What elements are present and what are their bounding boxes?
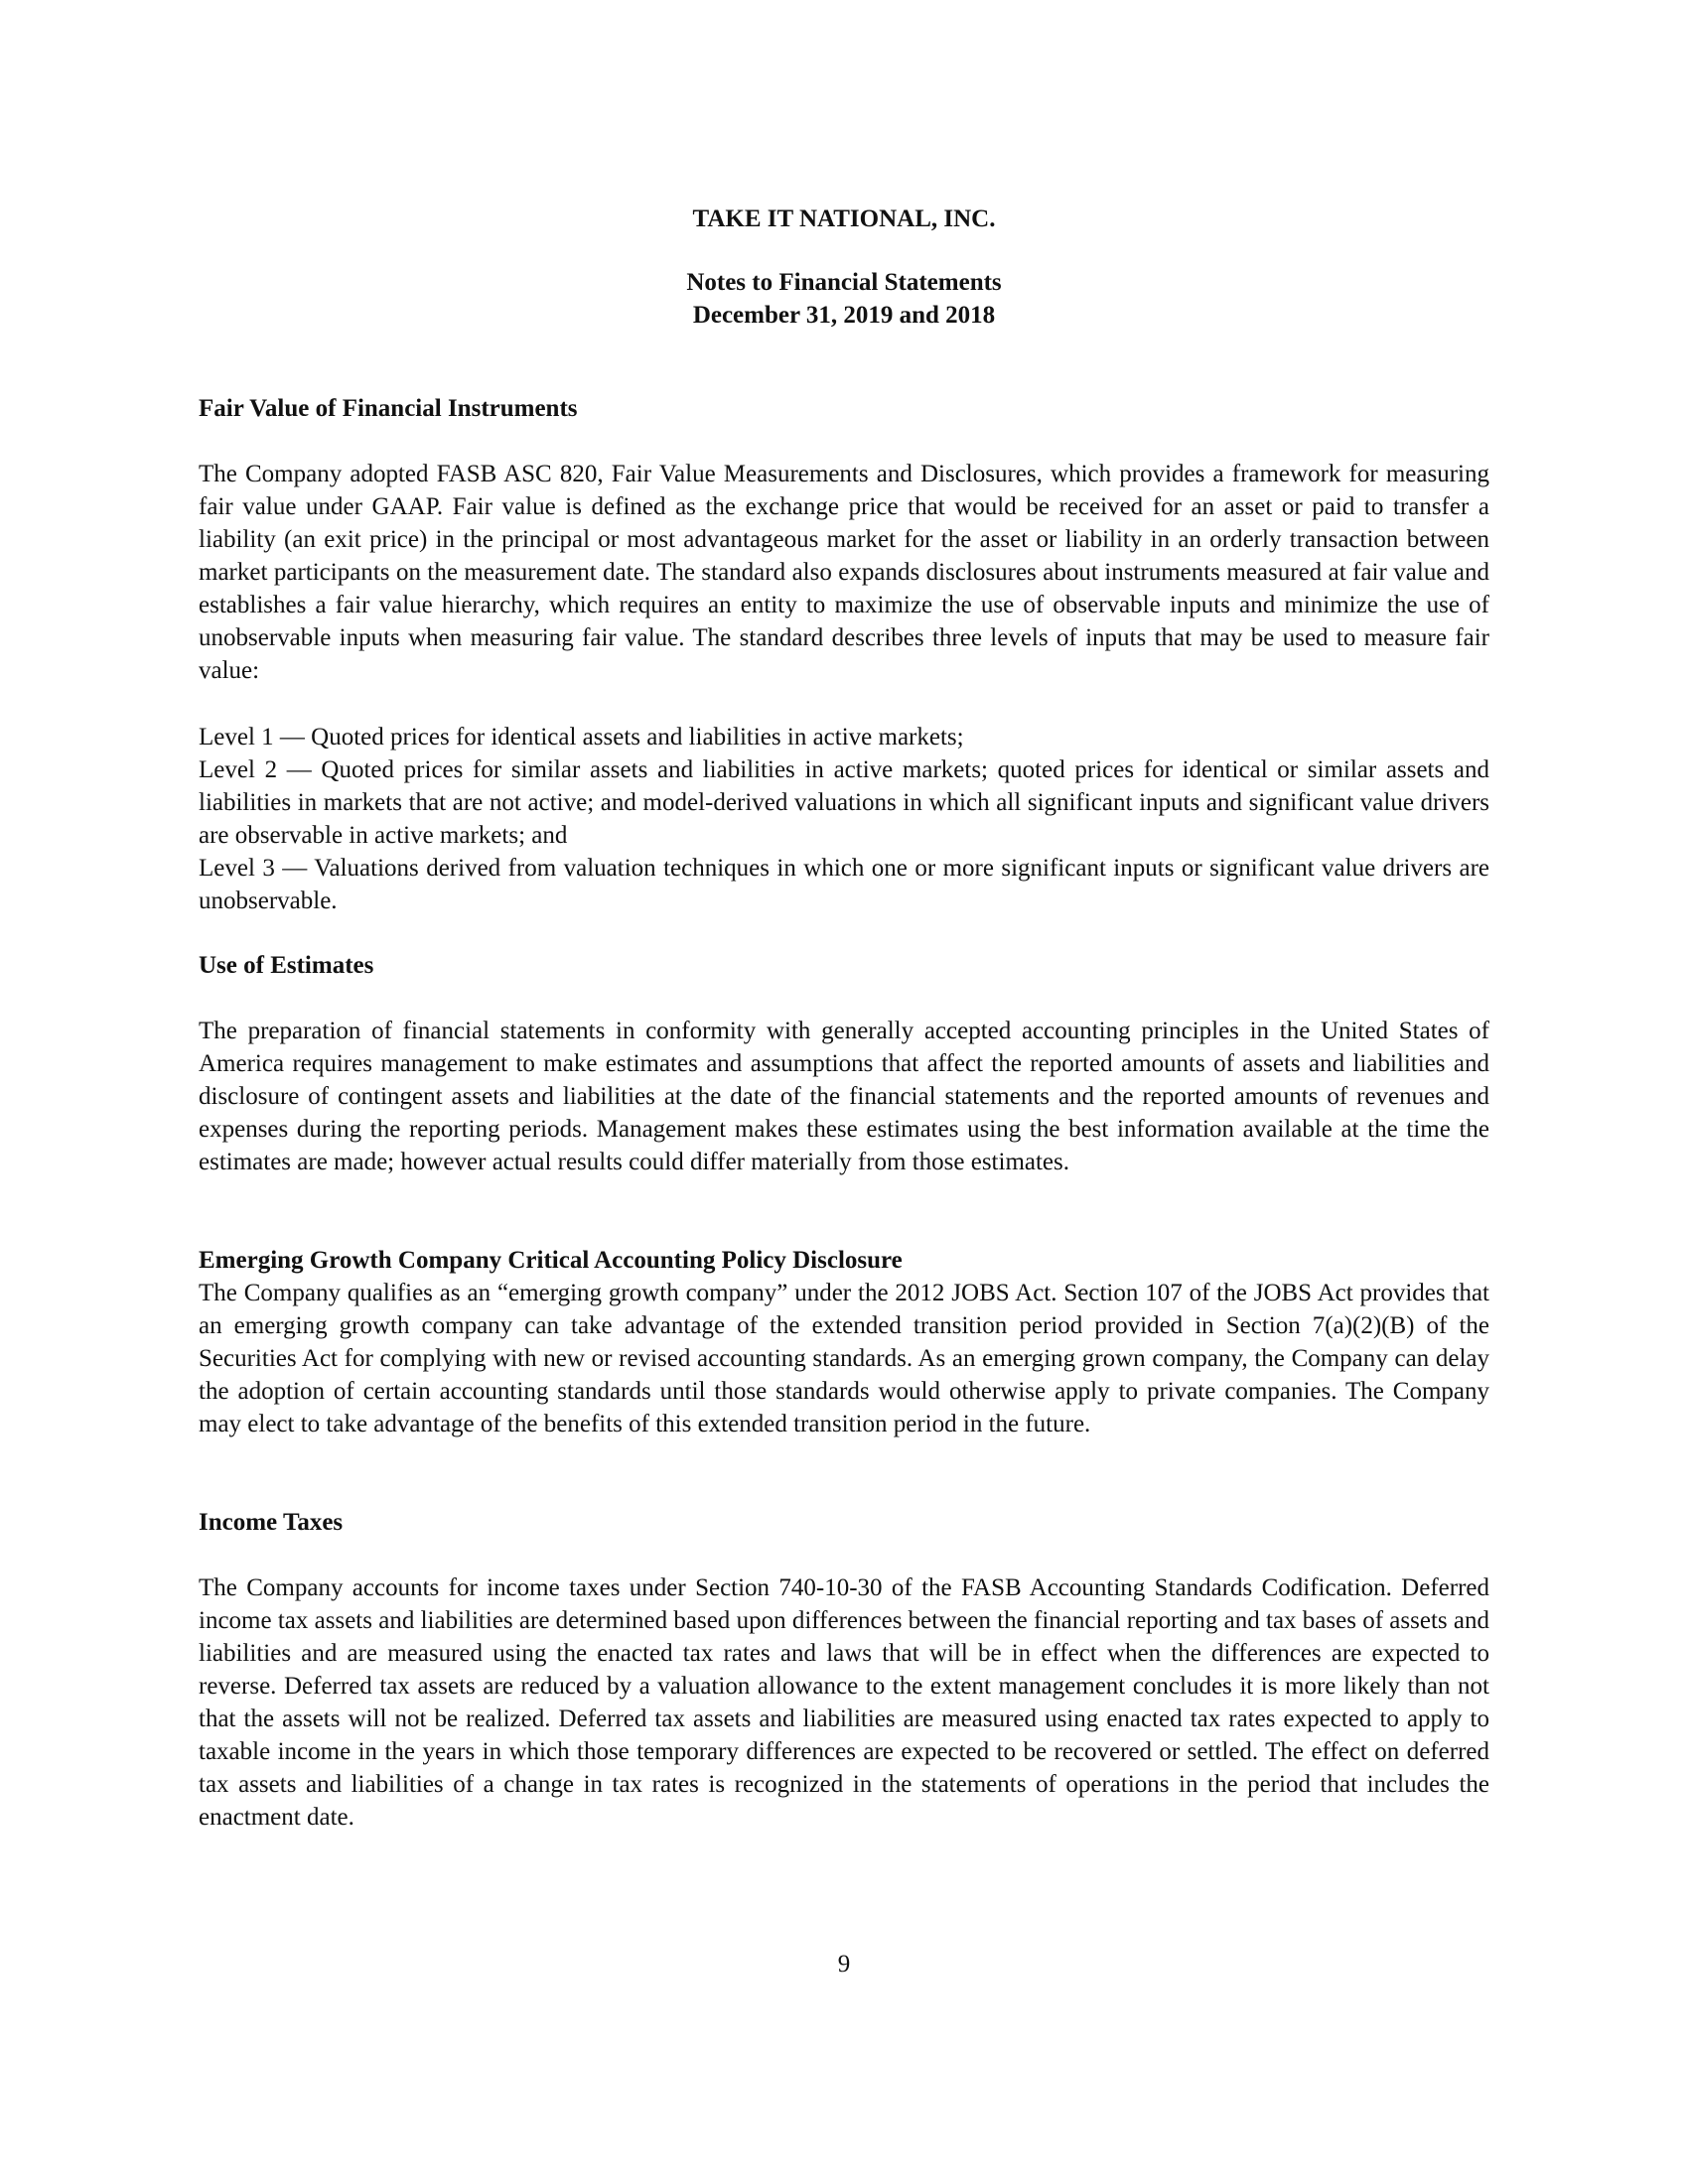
level-3-text: Level 3 — Valuations derived from valuation techniques in which one or more significant inputs or significant value drivers are unobservable.: [199, 855, 1489, 914]
estimates-heading: Use of Estimates: [199, 952, 374, 979]
statement-dates: December 31, 2019 and 2018: [692, 302, 996, 329]
income-taxes-body: The Company accounts for income taxes under Section 740-10-30 of the FASB Accounting Standards Codification. Deferred income tax assets and liabilities are determined based upon differences between the financial reporting and tax bases of assets and liabilities and are measured using the enacted tax rates and laws that will be in effect when the differences are expected to reverse. Deferred tax assets are reduced by a valuation allowance to the extent management concludes it is more likely than not that the assets will not be realized. Deferred tax assets and liabilities are measured using enacted tax rates expected to apply to taxable income in the years in which those temporary differences are expected to be recovered or settled. The effect on deferred tax assets and liabilities of a change in tax rates is recognized in the statements of operations in the period that includes the enactment date.: [199, 1574, 1489, 1831]
company-name: TAKE IT NATIONAL, INC.: [692, 205, 996, 232]
level-1-text: Level 1 — Quoted prices for identical assets and liabilities in active markets;: [199, 724, 964, 751]
page-number: 9: [837, 1951, 851, 1978]
statement-subtitle: Notes to Financial Statements: [686, 269, 1002, 296]
level-2-text: Level 2 — Quoted prices for similar assets and liabilities in active markets; quoted prices for identical or similar assets and liabilities in markets that are not active; and model-derived valuations in which all significant inputs and significant value drivers are observable in active markets; and: [199, 756, 1489, 849]
income-taxes-heading: Income Taxes: [199, 1509, 344, 1536]
fair-value-intro: The Company adopted FASB ASC 820, Fair Value Measurements and Disclosures, which provides a framework for measuring fair value under GAAP. Fair value is defined as the exchange price that would be received for an asset or paid to transfer a liability (an exit price) in the principal or most advantageous market for the asset or liability in an orderly transaction between market participants on the measurement date. The standard also expands disclosures about instruments measured at fair value and establishes a fair value hierarchy, which requires an entity to maximize the use of observable inputs and minimize the use of unobservable inputs when measuring fair value. The standard describes three levels of inputs that may be used to measure fair value:: [199, 461, 1489, 684]
emerging-growth-heading: Emerging Growth Company Critical Accounting Policy Disclosure: [199, 1247, 903, 1274]
fair-value-heading: Fair Value of Financial Instruments: [199, 395, 578, 422]
estimates-body: The preparation of financial statements in conformity with generally accepted accounting principles in the United States of America requires management to make estimates and assumptions that affect the reported amounts of assets and liabilities and disclosure of contingent assets and liabilities at the date of the financial statements and the reported amounts of revenues and expenses during the reporting periods. Management makes these estimates using the best information available at the time the estimates are made; however actual results could differ materially from those estimates.: [199, 1018, 1489, 1175]
statement-title: [0, 266, 1688, 332]
emerging-growth-body: The Company qualifies as an “emerging growth company” under the 2012 JOBS Act. Section 107 of the JOBS Act provides that an emerging growth company can take advantage of the extended transition period provided in Section 7(a)(2)(B) of the Securities Act for complying with new or revised accounting standards. As an emerging grown company, the Company can delay the adoption of certain accounting standards until those standards would otherwise apply to private companies. The Company may elect to take advantage of the benefits of this extended transition period in the future.: [199, 1280, 1489, 1437]
fair-value-levels: [199, 721, 1489, 917]
